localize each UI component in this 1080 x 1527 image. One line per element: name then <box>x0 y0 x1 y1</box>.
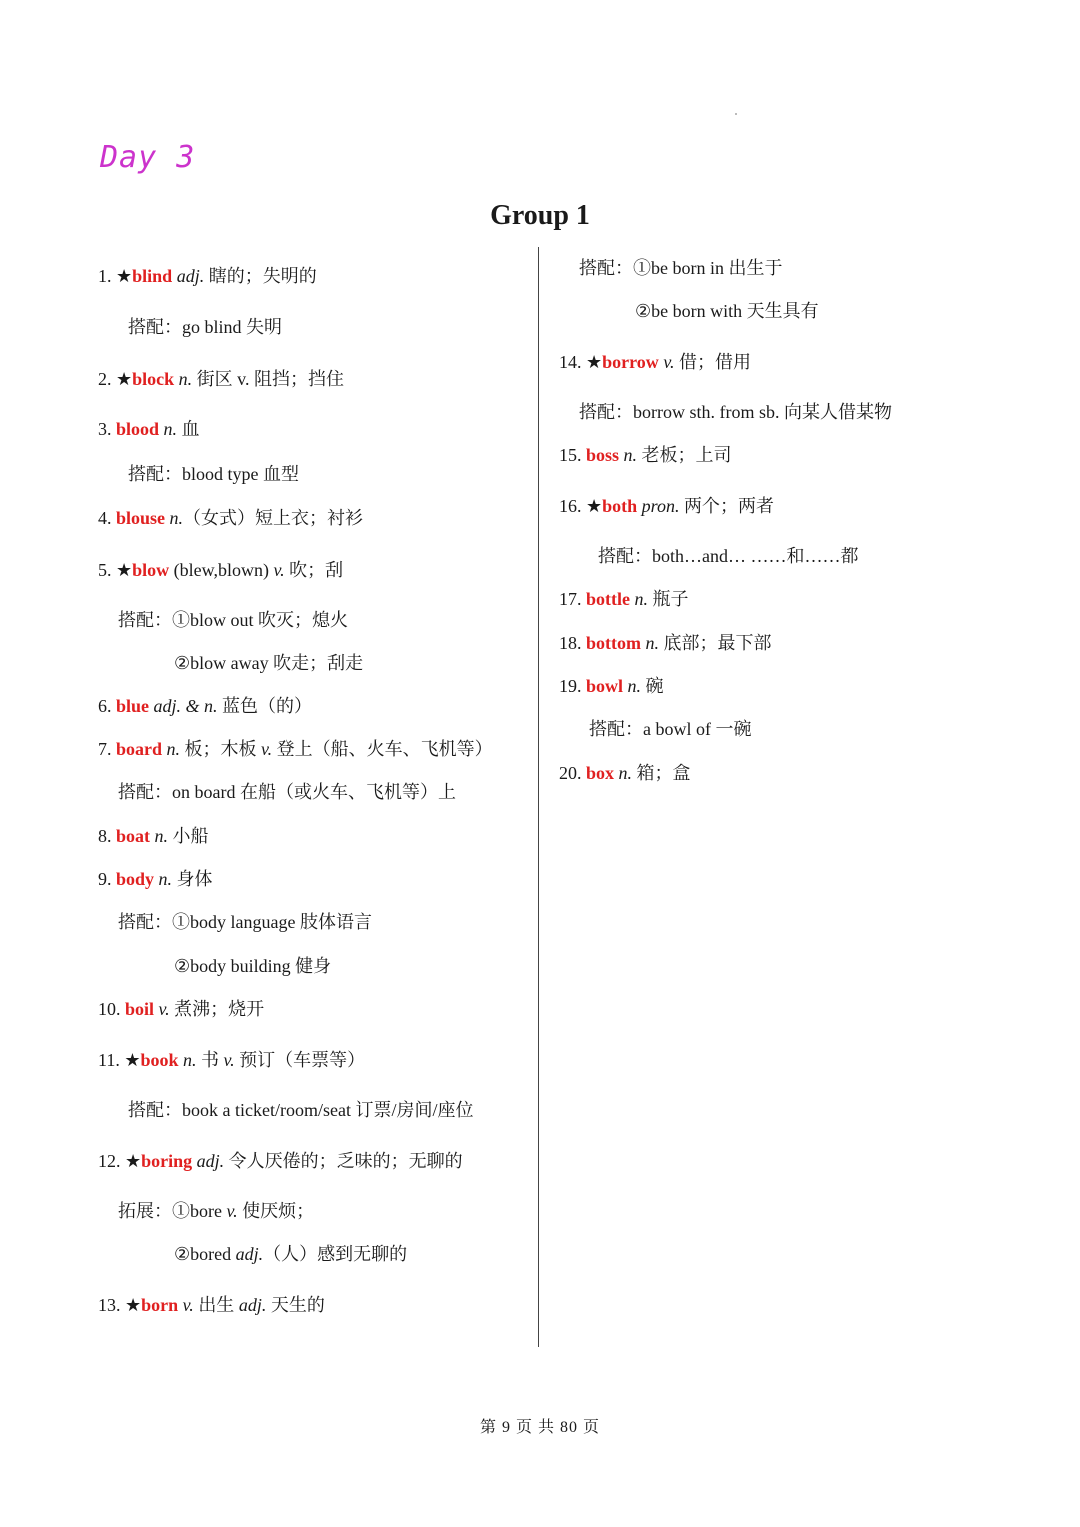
entry-text: 搭配：a bowl of 一碗 <box>589 719 752 739</box>
entry-text: 搭配：both…and… ……和……都 <box>598 546 859 566</box>
part-of-speech: n. <box>614 763 633 783</box>
part-of-speech: pron. <box>637 496 680 516</box>
entry-text: 拓展：①bore <box>118 1201 227 1221</box>
headword: blood <box>116 419 160 439</box>
headword: book <box>140 1050 179 1070</box>
page-footer: 第 9 页 共 80 页 <box>479 1419 600 1436</box>
star-icon: ★ <box>116 560 133 580</box>
entry-text: 老板；上司 <box>637 445 732 465</box>
left_column-line <box>118 781 456 803</box>
left_column-line <box>174 652 363 674</box>
entry-text: 箱；盒 <box>632 763 691 783</box>
headword: bottom <box>586 633 641 653</box>
entry-text: 2. <box>98 369 116 389</box>
entry-text: 身体 <box>172 869 213 889</box>
headword: born <box>141 1295 179 1315</box>
right_column-line <box>559 632 772 654</box>
part-of-speech: n. <box>178 1050 197 1070</box>
part-of-speech: n. <box>154 869 173 889</box>
star-icon: ★ <box>125 1151 142 1171</box>
entry-text: 18. <box>559 633 586 653</box>
part-of-speech: adj. <box>192 1151 225 1171</box>
entry-text: 两个；两者 <box>679 496 774 516</box>
headword: box <box>586 763 615 783</box>
entry-text: 搭配：①body language 肢体语言 <box>118 912 372 932</box>
entry-text: 13. <box>98 1295 125 1315</box>
entry-text: ②bored <box>174 1244 236 1264</box>
left_column-line <box>98 998 264 1020</box>
entry-text: 搭配：on board 在船（或火车、飞机等）上 <box>118 782 456 802</box>
headword: boil <box>125 999 155 1019</box>
left_column-line <box>128 1099 473 1121</box>
entry-text: (blew,blown) <box>169 560 269 580</box>
day-heading: Day 3 <box>100 140 196 175</box>
headword: boat <box>116 826 151 846</box>
entry-text: 1. <box>98 266 116 286</box>
part-of-speech: n. <box>174 369 193 389</box>
entry-text: 预订（车票等） <box>234 1050 366 1070</box>
right_column-line <box>559 351 751 373</box>
entry-text: 天生的 <box>266 1295 325 1315</box>
right_column-line <box>559 444 732 466</box>
entry-text: 10. <box>98 999 125 1019</box>
entry-text: 17. <box>559 589 586 609</box>
left_column-line <box>98 1294 325 1316</box>
left_column-line <box>98 825 209 847</box>
right_column-line <box>635 300 819 322</box>
entry-text: 4. <box>98 508 116 528</box>
entry-text: （女式）短上衣；衬衫 <box>183 508 364 528</box>
part-of-speech: adj. & n. <box>149 696 218 716</box>
entry-text: 12. <box>98 1151 125 1171</box>
headword: boring <box>141 1151 193 1171</box>
entry-text: 碗 <box>641 676 664 696</box>
headword: bottle <box>586 589 630 609</box>
entry-text: 8. <box>98 826 116 846</box>
part-of-speech: n. <box>165 508 184 528</box>
star-icon: ★ <box>586 352 603 372</box>
headword: both <box>602 496 638 516</box>
left_column-line <box>128 316 282 338</box>
headword: blow <box>132 560 170 580</box>
right_column-line <box>559 675 664 697</box>
part-of-speech: n. <box>162 739 181 759</box>
entry-text: 9. <box>98 869 116 889</box>
entry-text: 6. <box>98 696 116 716</box>
entry-text: 吹；刮 <box>284 560 344 580</box>
left_column-line <box>118 609 348 631</box>
right_column-line <box>579 257 782 279</box>
part-of-speech: n. <box>159 419 178 439</box>
part-of-speech: v. <box>223 1050 235 1070</box>
entry-text: 19. <box>559 676 586 696</box>
entry-text: 搭配：blood type 血型 <box>128 464 299 484</box>
entry-text: 街区 v. 阻挡；挡住 <box>192 369 344 389</box>
entry-text: 瞎的；失明的 <box>204 266 317 286</box>
column-divider <box>538 247 539 1347</box>
entry-text: 小船 <box>168 826 209 846</box>
star-icon: ★ <box>125 1295 142 1315</box>
entry-text: ②be born with 天生具有 <box>635 301 819 321</box>
part-of-speech: adj. <box>172 266 205 286</box>
part-of-speech: n. <box>623 676 642 696</box>
left_column-line <box>98 1150 463 1172</box>
part-of-speech: v. <box>261 739 273 759</box>
entry-text: 15. <box>559 445 586 465</box>
entry-text: 搭配：borrow sth. from sb. 向某人借某物 <box>579 402 892 422</box>
left_column-line <box>98 1049 365 1071</box>
left_column-line <box>174 1243 407 1265</box>
entry-text: 登上（船、火车、飞机等） <box>272 739 493 759</box>
entry-text: 搭配：①be born in 出生于 <box>579 258 783 278</box>
part-of-speech: v. <box>268 560 285 580</box>
part-of-speech: n. <box>630 589 648 609</box>
entry-text: （人）感到无聊的 <box>263 1244 408 1264</box>
stray-dot <box>735 113 737 115</box>
right_column-line <box>589 718 751 740</box>
headword: block <box>132 369 175 389</box>
left_column-line <box>98 265 317 287</box>
entry-text: 书 <box>196 1050 224 1070</box>
left_column-line <box>98 368 344 390</box>
left_column-line <box>128 463 299 485</box>
star-icon: ★ <box>116 266 133 286</box>
entry-text: 出生 <box>193 1295 239 1315</box>
entry-text: 血 <box>177 419 200 439</box>
part-of-speech: v. <box>226 1201 238 1221</box>
left_column-line <box>98 507 363 529</box>
part-of-speech: n. <box>641 633 659 653</box>
entry-text: 7. <box>98 739 116 759</box>
entry-text: 使厌烦； <box>237 1201 315 1221</box>
headword: blind <box>132 266 173 286</box>
part-of-speech: adj. <box>238 1295 267 1315</box>
entry-text: 借；借用 <box>674 352 751 372</box>
right_column-line <box>598 545 859 567</box>
left_column-line <box>98 868 213 890</box>
star-icon: ★ <box>586 496 603 516</box>
entry-text: 搭配：①blow out 吹灭；熄火 <box>118 610 349 630</box>
right_column-line <box>559 588 689 610</box>
part-of-speech: v. <box>178 1295 194 1315</box>
left_column-line <box>174 955 331 977</box>
part-of-speech: adj. <box>235 1244 264 1264</box>
star-icon: ★ <box>124 1050 141 1070</box>
right_column-line <box>579 401 892 423</box>
entry-text: 蓝色（的） <box>217 696 313 716</box>
headword: blouse <box>116 508 166 528</box>
star-icon: ★ <box>116 369 133 389</box>
entry-text: ②body building 健身 <box>174 956 332 976</box>
left_column-line <box>98 418 200 440</box>
headword: borrow <box>602 352 659 372</box>
entry-text: 令人厌倦的；乏味的；无聊的 <box>224 1151 463 1171</box>
right_column-line <box>559 495 774 517</box>
entry-text: 14. <box>559 352 586 372</box>
part-of-speech: n. <box>150 826 169 846</box>
headword: body <box>116 869 155 889</box>
headword: bowl <box>586 676 624 696</box>
part-of-speech: v. <box>658 352 675 372</box>
group-title: Group 1 <box>490 200 590 231</box>
left_column-line <box>98 559 343 581</box>
entry-text: 3. <box>98 419 116 439</box>
entry-text: 11. <box>98 1050 125 1070</box>
left_column-line <box>98 695 312 717</box>
entry-text: 20. <box>559 763 586 783</box>
headword: board <box>116 739 163 759</box>
headword: boss <box>586 445 620 465</box>
entry-text: 瓶子 <box>648 589 689 609</box>
entry-text: 搭配：go blind 失明 <box>128 317 283 337</box>
right_column-line <box>559 762 691 784</box>
entry-text: ②blow away 吹走；刮走 <box>174 653 364 673</box>
headword: blue <box>116 696 150 716</box>
part-of-speech: v. <box>154 999 170 1019</box>
entry-text: 搭配：book a ticket/room/seat 订票/房间/座位 <box>128 1100 474 1120</box>
left_column-line <box>118 1200 314 1222</box>
left_column-line <box>118 911 372 933</box>
entry-text: 板；木板 <box>180 739 262 759</box>
entry-text: 底部；最下部 <box>659 633 772 653</box>
left_column-line <box>98 738 493 760</box>
entry-text: 煮沸；烧开 <box>169 999 265 1019</box>
part-of-speech: n. <box>619 445 638 465</box>
entry-text: 5. <box>98 560 116 580</box>
entry-text: 16. <box>559 496 586 516</box>
